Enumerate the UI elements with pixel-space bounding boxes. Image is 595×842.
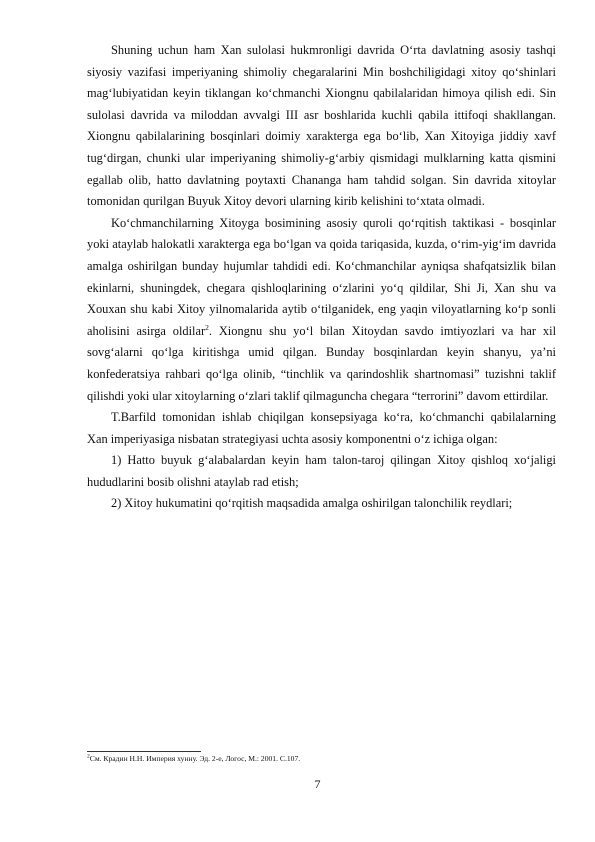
footnote-reference[interactable]: 2	[205, 322, 209, 332]
paragraph-nomad-pressure-text-end: . Xiongnu shu yo‘l bilan Xitoydan savdo imtiyozlari va har xil sovg‘alarni qo‘lga kiritishga umid qilgan. Bunday bosqinlardan keyin shanyu, ya’ni konfederatsiya rahbari qo‘lga olinib, “tinchlik va qarindoshlik shartnomasi” tuzishni taklif qilishdi yoki ular xitoylarning o‘zlari taklif qilmaguncha chegara “terrorini” davom ettirdilar.	[87, 323, 557, 403]
list-item-1: 1) Hatto buyuk g‘alabalardan keyin ham talon-taroj qilingan Xitoy qishloq xo‘jaligi hududlarini bosib olishni ataylab rad etish;	[87, 453, 556, 489]
paragraph-barfield-concept: T.Barfild tomonidan ishlab chiqilgan konsepsiyaga ko‘ra, ko‘chmanchi qabilalarning Xan imperiyasiga nisbatan strategiyasi uchta asosiy komponentni o‘z ichiga olgan:	[87, 410, 556, 446]
paragraph-nomad-pressure	[87, 213, 556, 407]
footnote-text: См. Крадин Н.Н. Империя хунну. Эд. 2-е, Логос, М.: 2001. С.107.	[89, 754, 301, 763]
paragraph-xan-dynasty: Shuning uchun ham Xan sulolasi hukmronligi davrida O‘rta davlatning asosiy tashqi siyosiy vazifasi imperiyaning shimoliy chegaralarini Min boshchiligidagi xitoy qo‘shinlari mag‘lubiyatidan keyin tiklangan ko‘chmanchi Xiongnu qabilalaridan himoya qilish edi. Sin sulolasi davrida va miloddan avvalgi III asr boshlarida kuchli qabila ittifoqi shakllangan. Xiongnu qabilalarining bosqinlari doimiy xarakterga ega bo‘lib, Xan Xitoyiga jiddiy xavf tug‘dirgan, chunki ular imperiyaning shimoliy-g‘arbiy qismidagi mulklarning katta qismini egallab olib, hatto davlatning poytaxti Chananga ham tahdid solgan. Sin davrida xitoylar tomonidan qurilgan Buyuk Xitoy devori ularning kirib kelishini to‘xtata olmadi.	[87, 43, 556, 209]
footnote	[87, 754, 556, 764]
list-item-2: 2) Xitoy hukumatini qo‘rqitish maqsadida amalga oshirilgan talonchilik reydlari;	[111, 496, 513, 511]
footnote-marker: 2	[87, 753, 90, 760]
document-body	[87, 40, 556, 515]
paragraph-nomad-pressure-text-start: Ko‘chmanchilarning Xitoyga bosimining asosiy quroli qo‘rqitish taktikasi - bosqinlar yoki ataylab halokatli xarakterga ega bo‘lgan va qoida tariqasida, kuzda, o‘rim-yig‘im davrida amalga oshirilgan bunday hujumlar tahdidi edi. Ko‘chmanchilar ayniqsa shafqatsizlik bilan ekinlarni, shuningdek, chegara qishloqlarining o‘zlarini yo‘q qildilar, Shi Ji, Xan shu va Xouxan shu kabi Xitoy yilnomalarida aytib o‘tilganidek, eng yaqin viloyatlarning ko‘p sonli aholisini asirga oldilar	[87, 215, 556, 338]
page-number: 7	[314, 777, 321, 791]
footnote-divider	[87, 751, 201, 752]
